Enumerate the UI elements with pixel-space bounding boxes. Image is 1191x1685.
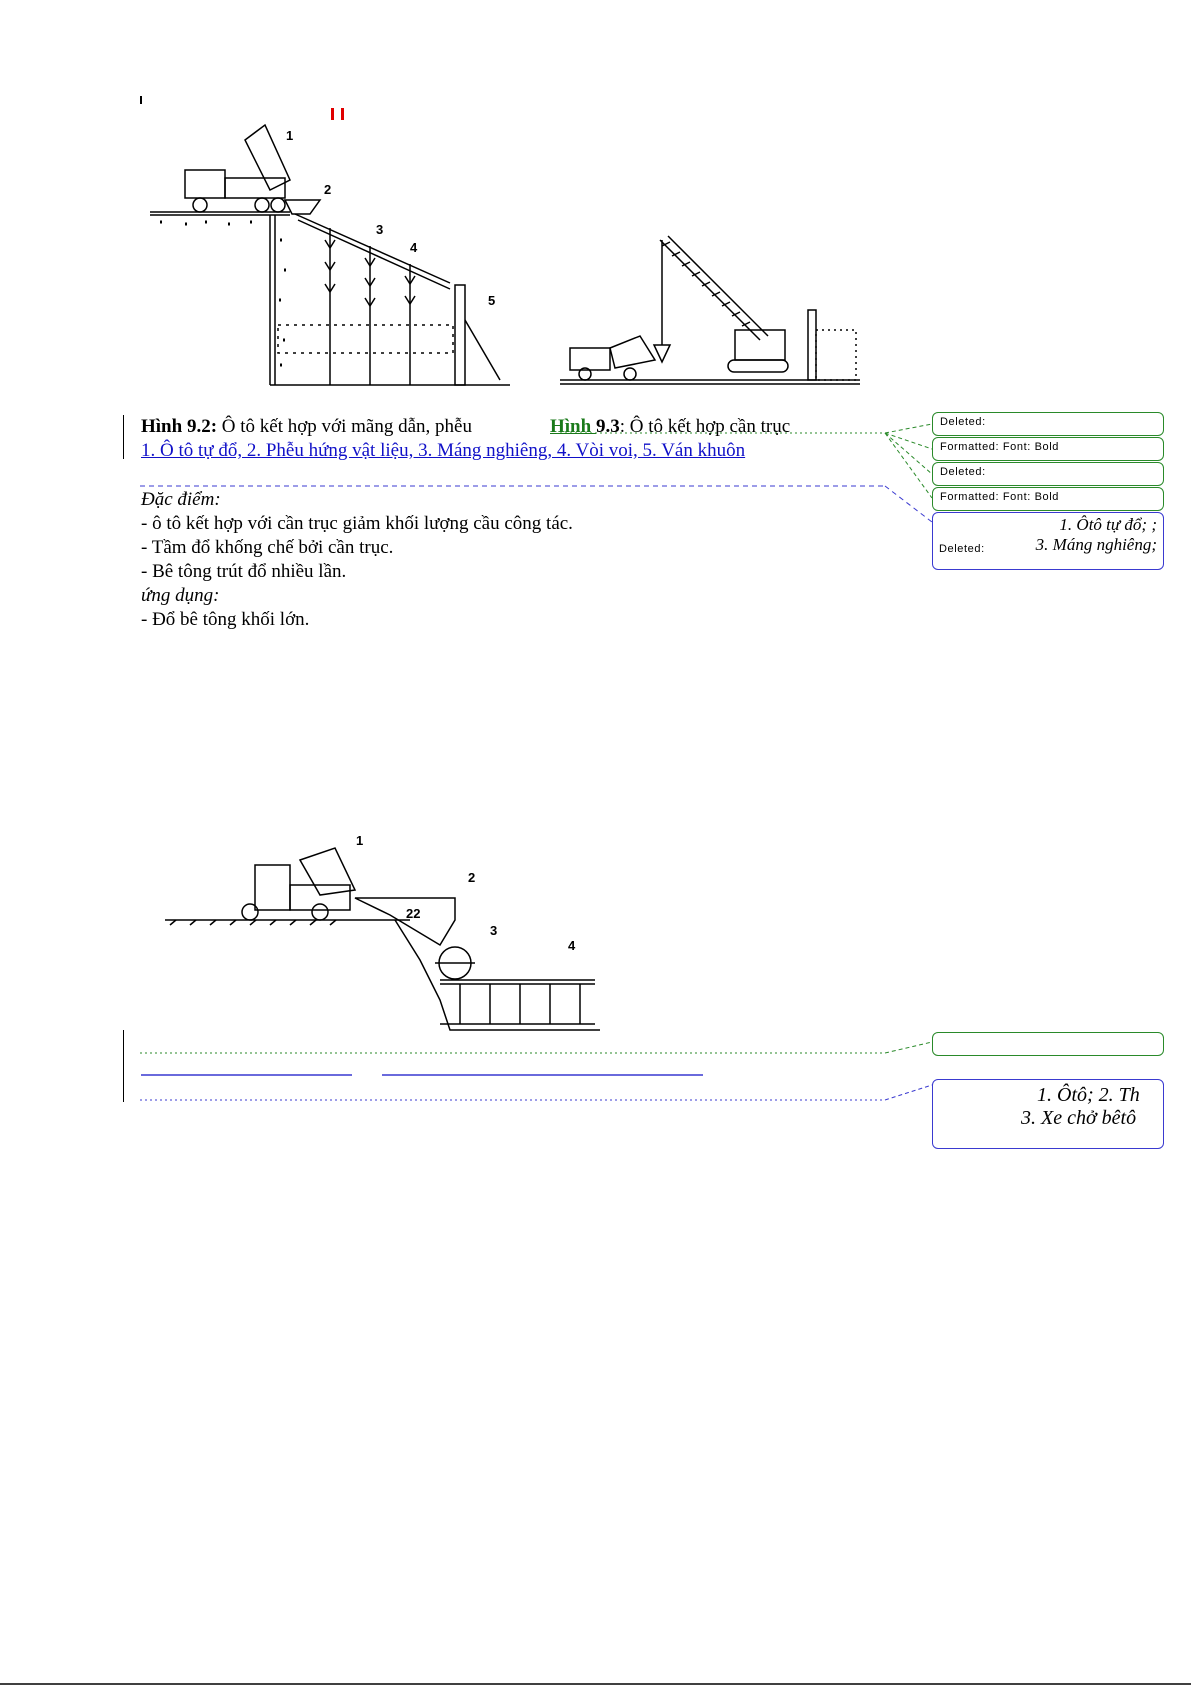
- callout-2: 2: [324, 182, 332, 197]
- figure-9-2-drawing: [150, 125, 510, 385]
- callout-4: 4: [410, 240, 418, 255]
- balloon-bottom-empty[interactable]: [932, 1032, 1164, 1056]
- page-mark: [140, 96, 142, 104]
- callout-1: 1: [286, 128, 294, 143]
- bottom-callout-22: 22: [406, 906, 421, 921]
- figure-bottom-callouts: [356, 833, 576, 953]
- revision-mark: [331, 108, 344, 120]
- balloon-formatted-1[interactable]: [932, 437, 1164, 461]
- bottom-callout-2: 2: [468, 870, 476, 885]
- bottom-callout-4: 4: [568, 938, 576, 953]
- figure-9-2-callouts: [286, 128, 495, 308]
- balloon-deleted-2[interactable]: [932, 462, 1164, 486]
- figure-9-3-caption-label: Hình: [550, 416, 596, 437]
- callout-3: 3: [376, 222, 384, 237]
- balloon-deleted-text-line2: 3. Máng nghiêng;: [1035, 535, 1157, 554]
- figure-legend-line: 1. Ô tô tự đổ, 2. Phễu hứng vật liệu, 3. Máng nghiêng, 4. Vòi voi, 5. Ván khuôn: [141, 440, 746, 461]
- balloon-text: Font: Bold: [999, 491, 1059, 503]
- figure-9-3-caption-text: : Ô tô kết hợp cần trục: [619, 416, 791, 437]
- balloon-bottom-deleted[interactable]: [932, 1079, 1164, 1149]
- balloon-formatted-2[interactable]: [932, 487, 1164, 511]
- figure-9-3-drawing: [560, 236, 860, 384]
- characteristics-heading: Đặc điểm:: [141, 489, 221, 510]
- characteristics-item-1: - ô tô kết hợp với cần trục giảm khối lượng cầu công tác.: [141, 513, 573, 534]
- bottom-balloon-line1: 1. Ôtô; 2. Th: [1037, 1084, 1140, 1106]
- balloon-label: Formatted:: [940, 491, 1000, 503]
- bottom-callout-1: 1: [356, 833, 364, 848]
- figure-9-3-caption: [550, 415, 790, 439]
- bottom-balloon-line2: 3. Xe chở bêtô: [1021, 1107, 1137, 1129]
- figure-9-2-caption-text: Ô tô kết hợp với mãng dẫn, phễu: [217, 416, 472, 437]
- figure-9-2-caption-label: Hình 9.2:: [141, 416, 218, 437]
- application-item-1: - Đổ bê tông khối lớn.: [141, 609, 310, 630]
- characteristics-item-3: - Bê tông trút đổ nhiều lần.: [141, 561, 347, 582]
- balloon-label: Deleted:: [939, 543, 985, 555]
- figure-9-3-caption-number: 9.3: [595, 416, 620, 437]
- balloon-text: Font: Bold: [999, 441, 1059, 453]
- callout-5: 5: [488, 293, 496, 308]
- balloon-label: Deleted:: [940, 416, 986, 428]
- application-heading: ứng dụng:: [141, 585, 220, 606]
- bottom-callout-3: 3: [490, 923, 498, 938]
- balloon-deleted-1[interactable]: [932, 412, 1164, 436]
- characteristics-item-2: - Tầm đổ khống chế bởi cần trục.: [141, 537, 394, 558]
- figure-bottom-drawing: [165, 848, 600, 1030]
- figure-9-2-caption: [141, 415, 472, 439]
- balloon-deleted-3[interactable]: [932, 512, 1164, 570]
- balloon-label: Deleted:: [940, 466, 986, 478]
- balloon-label: Formatted:: [940, 441, 1000, 453]
- balloon-deleted-text-line1: 1. Ôtô tự đổ; ;: [1059, 515, 1157, 534]
